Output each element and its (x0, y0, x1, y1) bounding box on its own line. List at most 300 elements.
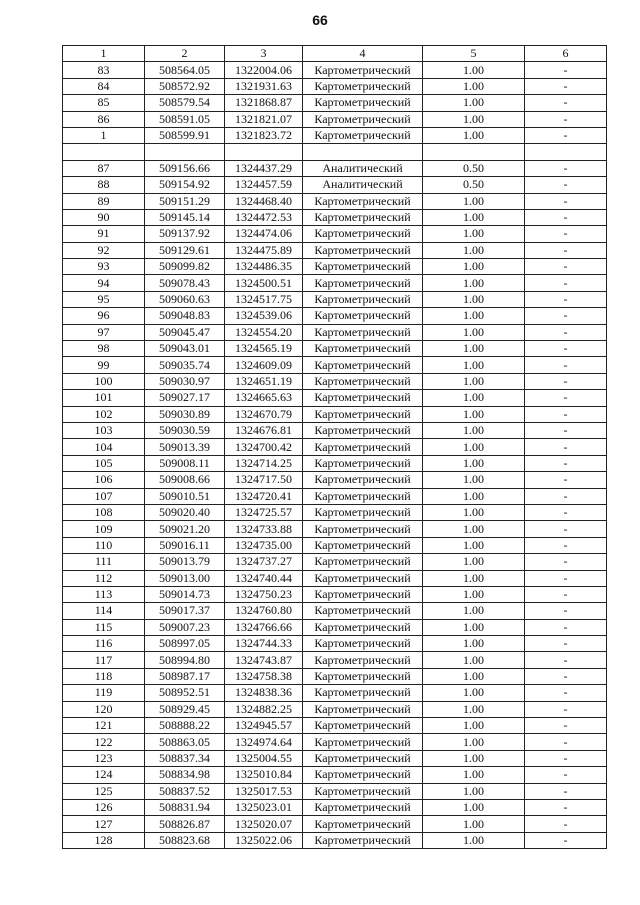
table-cell: - (525, 62, 607, 78)
table-cell: 90 (63, 209, 145, 225)
table-cell: 96 (63, 308, 145, 324)
table-cell: 1.00 (423, 701, 525, 717)
table-row (63, 242, 607, 258)
table-row (63, 832, 607, 848)
table-cell: 1324651.19 (225, 373, 303, 389)
table-row (63, 78, 607, 94)
table-cell: 508579.54 (145, 95, 225, 111)
table-cell: 0.50 (423, 160, 525, 176)
table-cell: Картометрический (303, 603, 423, 619)
table-cell: 509027.17 (145, 390, 225, 406)
table-cell: 123 (63, 750, 145, 766)
table-cell: 109 (63, 521, 145, 537)
table-cell: 508826.87 (145, 816, 225, 832)
table-cell: 509145.14 (145, 209, 225, 225)
table-cell: Картометрический (303, 816, 423, 832)
table-cell: 508564.05 (145, 62, 225, 78)
table-cell: 105 (63, 455, 145, 471)
table-cell: 1324717.50 (225, 472, 303, 488)
table-cell: 1324472.53 (225, 209, 303, 225)
table-row (63, 586, 607, 602)
table-cell: 508599.91 (145, 127, 225, 143)
table-cell: Картометрический (303, 504, 423, 520)
table-cell: - (525, 439, 607, 455)
table-cell: 1324743.87 (225, 652, 303, 668)
table-cell: 1.00 (423, 668, 525, 684)
table-cell: 1.00 (423, 78, 525, 94)
table-cell: 1.00 (423, 422, 525, 438)
table-cell: 1324737.27 (225, 554, 303, 570)
table-cell: 508987.17 (145, 668, 225, 684)
table-cell: 1.00 (423, 718, 525, 734)
table-cell: 113 (63, 586, 145, 602)
table-cell: 508837.52 (145, 783, 225, 799)
table-cell: 1324700.42 (225, 439, 303, 455)
table-cell: Картометрический (303, 521, 423, 537)
table-cell: 107 (63, 488, 145, 504)
table-cell: 508888.22 (145, 718, 225, 734)
table-cell: Картометрический (303, 259, 423, 275)
table-cell: 1.00 (423, 554, 525, 570)
table-cell: 1 (63, 127, 145, 143)
table-cell (303, 144, 423, 160)
table-cell: Картометрический (303, 488, 423, 504)
table-cell: - (525, 685, 607, 701)
table-row (63, 537, 607, 553)
table-cell: Картометрический (303, 341, 423, 357)
table-cell: - (525, 193, 607, 209)
table-cell: - (525, 554, 607, 570)
table-cell: 1324838.36 (225, 685, 303, 701)
table-cell: 91 (63, 226, 145, 242)
table-cell: 114 (63, 603, 145, 619)
column-header: 3 (225, 46, 303, 62)
table-cell: 92 (63, 242, 145, 258)
table-cell: 1324760.80 (225, 603, 303, 619)
table-cell: 1324474.06 (225, 226, 303, 242)
table-cell: 1.00 (423, 767, 525, 783)
table-row (63, 603, 607, 619)
table-cell: - (525, 586, 607, 602)
table-cell: Картометрический (303, 619, 423, 635)
table-cell: - (525, 373, 607, 389)
table-cell: - (525, 357, 607, 373)
table-cell: 509013.79 (145, 554, 225, 570)
table-cell: 508994.80 (145, 652, 225, 668)
table-cell: 508929.45 (145, 701, 225, 717)
table-row (63, 422, 607, 438)
table-cell (225, 144, 303, 160)
table-cell: Картометрический (303, 95, 423, 111)
table-cell: - (525, 816, 607, 832)
table-cell: Картометрический (303, 734, 423, 750)
table-row (63, 357, 607, 373)
table-cell: Картометрический (303, 390, 423, 406)
table-cell: 1325010.84 (225, 767, 303, 783)
table-cell: 1.00 (423, 799, 525, 815)
table-cell: 1324609.09 (225, 357, 303, 373)
table-cell: 1324500.51 (225, 275, 303, 291)
table-cell: 98 (63, 341, 145, 357)
table-cell: 1.00 (423, 390, 525, 406)
table-cell: - (525, 652, 607, 668)
table-row (63, 652, 607, 668)
table-cell: 1.00 (423, 652, 525, 668)
table-cell: 89 (63, 193, 145, 209)
table-cell: 122 (63, 734, 145, 750)
table-cell: 509030.97 (145, 373, 225, 389)
table-cell: Картометрический (303, 62, 423, 78)
table-cell: - (525, 619, 607, 635)
table-cell: 87 (63, 160, 145, 176)
table-cell: - (525, 209, 607, 225)
table-cell: 1324670.79 (225, 406, 303, 422)
table-cell: 509013.39 (145, 439, 225, 455)
table-cell: 117 (63, 652, 145, 668)
column-header: 6 (525, 46, 607, 62)
table-cell: 508997.05 (145, 636, 225, 652)
table-cell: 1324714.25 (225, 455, 303, 471)
table-cell: 508572.92 (145, 78, 225, 94)
table-row (63, 799, 607, 815)
table-row (63, 209, 607, 225)
table-row (63, 750, 607, 766)
table-cell: Картометрический (303, 127, 423, 143)
table-cell: - (525, 636, 607, 652)
table-cell: - (525, 455, 607, 471)
table-row (63, 554, 607, 570)
table-cell: Картометрический (303, 455, 423, 471)
table-cell: Картометрический (303, 324, 423, 340)
table-cell: Картометрический (303, 570, 423, 586)
table-cell: Картометрический (303, 586, 423, 602)
table-cell: 1.00 (423, 603, 525, 619)
table-row (63, 275, 607, 291)
table-cell: 1324720.41 (225, 488, 303, 504)
table-cell: 100 (63, 373, 145, 389)
table-cell: Картометрический (303, 406, 423, 422)
table-cell: 509043.01 (145, 341, 225, 357)
table-row (63, 177, 607, 193)
table-cell: - (525, 750, 607, 766)
table-cell: 509129.61 (145, 242, 225, 258)
table-cell: Аналитический (303, 160, 423, 176)
table-body (63, 62, 607, 849)
table-row (63, 324, 607, 340)
table-cell: Картометрический (303, 554, 423, 570)
table-cell: 508834.98 (145, 767, 225, 783)
table-cell: 1.00 (423, 308, 525, 324)
table-cell: 1324475.89 (225, 242, 303, 258)
column-header: 1 (63, 46, 145, 62)
table-cell: 509156.66 (145, 160, 225, 176)
table-cell: Картометрический (303, 439, 423, 455)
table-cell: 127 (63, 816, 145, 832)
table-cell: - (525, 160, 607, 176)
table-cell: Картометрический (303, 783, 423, 799)
table-cell: 124 (63, 767, 145, 783)
table-row (63, 144, 607, 160)
table-cell: Картометрический (303, 373, 423, 389)
table-cell: 128 (63, 832, 145, 848)
table-cell: - (525, 504, 607, 520)
table-row (63, 488, 607, 504)
table-cell: 509008.66 (145, 472, 225, 488)
table-cell: Картометрический (303, 799, 423, 815)
table-cell: 509020.40 (145, 504, 225, 520)
table-cell: 509045.47 (145, 324, 225, 340)
table-cell: - (525, 406, 607, 422)
table-cell: Картометрический (303, 357, 423, 373)
table-row (63, 193, 607, 209)
table-cell: 1.00 (423, 636, 525, 652)
table-cell: 509010.51 (145, 488, 225, 504)
table-cell: - (525, 78, 607, 94)
table-cell: 1.00 (423, 242, 525, 258)
table-cell: 1.00 (423, 537, 525, 553)
table-cell: Картометрический (303, 111, 423, 127)
table-cell: 119 (63, 685, 145, 701)
table-cell: 509030.89 (145, 406, 225, 422)
table-cell: 1324565.19 (225, 341, 303, 357)
table-cell: - (525, 488, 607, 504)
table-cell: 508863.05 (145, 734, 225, 750)
table-cell: 103 (63, 422, 145, 438)
table-cell: 102 (63, 406, 145, 422)
table-cell: 88 (63, 177, 145, 193)
table-cell: Картометрический (303, 193, 423, 209)
table-row (63, 406, 607, 422)
table-row (63, 455, 607, 471)
table-cell: 1324740.44 (225, 570, 303, 586)
table-cell: 1.00 (423, 111, 525, 127)
table-cell: 1.00 (423, 62, 525, 78)
table-cell: - (525, 291, 607, 307)
table-cell: - (525, 259, 607, 275)
table-cell: 1.00 (423, 619, 525, 635)
table-cell: 1.00 (423, 341, 525, 357)
table-cell: 509048.83 (145, 308, 225, 324)
table-row (63, 127, 607, 143)
table-cell: 1324750.23 (225, 586, 303, 602)
table-cell: 0.50 (423, 177, 525, 193)
table-cell: Аналитический (303, 177, 423, 193)
table-cell: Картометрический (303, 226, 423, 242)
table-cell: - (525, 603, 607, 619)
table-cell: 115 (63, 619, 145, 635)
table-cell: 84 (63, 78, 145, 94)
table-cell: 1324539.06 (225, 308, 303, 324)
table-cell: 1321931.63 (225, 78, 303, 94)
table-cell: 508952.51 (145, 685, 225, 701)
table-row (63, 718, 607, 734)
table-row (63, 783, 607, 799)
table-cell: 116 (63, 636, 145, 652)
table-cell: 508591.05 (145, 111, 225, 127)
table-cell: 1325020.07 (225, 816, 303, 832)
table-cell: 509078.43 (145, 275, 225, 291)
table-cell: 94 (63, 275, 145, 291)
table-row (63, 95, 607, 111)
table-cell: 1.00 (423, 521, 525, 537)
table-cell: 1.00 (423, 95, 525, 111)
table-cell: 1.00 (423, 406, 525, 422)
coordinates-table (62, 45, 607, 849)
table-cell: 1324554.20 (225, 324, 303, 340)
table-cell: - (525, 422, 607, 438)
table-cell: - (525, 799, 607, 815)
table-cell: Картометрический (303, 537, 423, 553)
table-cell: - (525, 242, 607, 258)
page-number: 66 (312, 12, 328, 28)
table-cell: 1325004.55 (225, 750, 303, 766)
table-row (63, 259, 607, 275)
table-cell: 1325017.53 (225, 783, 303, 799)
table-cell: 118 (63, 668, 145, 684)
table-cell: 509154.92 (145, 177, 225, 193)
table-cell: - (525, 832, 607, 848)
table-cell: - (525, 127, 607, 143)
table-cell: 1321821.07 (225, 111, 303, 127)
table-cell: 121 (63, 718, 145, 734)
table-cell: 509030.59 (145, 422, 225, 438)
table-cell: 99 (63, 357, 145, 373)
table-cell: - (525, 734, 607, 750)
table-cell: 1324517.75 (225, 291, 303, 307)
table-cell: 1.00 (423, 586, 525, 602)
table-cell: 1.00 (423, 373, 525, 389)
table-cell: 509060.63 (145, 291, 225, 307)
table-cell: 1.00 (423, 209, 525, 225)
table-cell: - (525, 324, 607, 340)
table-cell: 509137.92 (145, 226, 225, 242)
table-cell: 83 (63, 62, 145, 78)
table-cell: 508831.94 (145, 799, 225, 815)
table-cell: 108 (63, 504, 145, 520)
table-cell: 1324758.38 (225, 668, 303, 684)
table-cell: 120 (63, 701, 145, 717)
table-cell: - (525, 275, 607, 291)
table-cell: Картометрический (303, 685, 423, 701)
table-cell: 1.00 (423, 734, 525, 750)
table-cell: - (525, 767, 607, 783)
table-cell: Картометрический (303, 78, 423, 94)
table-cell: 1324676.81 (225, 422, 303, 438)
table-row (63, 504, 607, 520)
table-cell: Картометрический (303, 308, 423, 324)
table-cell: 509151.29 (145, 193, 225, 209)
table-cell: 1.00 (423, 357, 525, 373)
table-cell: 509016.11 (145, 537, 225, 553)
table-cell: - (525, 177, 607, 193)
table-cell: Картометрический (303, 668, 423, 684)
table-cell: 1.00 (423, 832, 525, 848)
table-cell: 508837.34 (145, 750, 225, 766)
column-header: 2 (145, 46, 225, 62)
table-row (63, 521, 607, 537)
table-row (63, 390, 607, 406)
table-cell: - (525, 341, 607, 357)
table-cell: Картометрический (303, 636, 423, 652)
table-row (63, 341, 607, 357)
table-cell: - (525, 537, 607, 553)
table-cell: 1324974.64 (225, 734, 303, 750)
table-row (63, 701, 607, 717)
table-cell: Картометрический (303, 701, 423, 717)
table-cell: - (525, 521, 607, 537)
table-cell: 110 (63, 537, 145, 553)
table-cell: 509099.82 (145, 259, 225, 275)
table-row (63, 373, 607, 389)
table-cell (145, 144, 225, 160)
table-cell: - (525, 308, 607, 324)
table-cell: 97 (63, 324, 145, 340)
table-row (63, 734, 607, 750)
table-cell: 85 (63, 95, 145, 111)
table-cell: 1324733.88 (225, 521, 303, 537)
table-cell: 1324766.66 (225, 619, 303, 635)
table-cell: Картометрический (303, 291, 423, 307)
table-cell: Картометрический (303, 767, 423, 783)
table-cell: 509008.11 (145, 455, 225, 471)
table-cell: - (525, 668, 607, 684)
table-cell (525, 144, 607, 160)
table-cell: 1324882.25 (225, 701, 303, 717)
table-cell: - (525, 701, 607, 717)
table-row (63, 62, 607, 78)
column-header: 5 (423, 46, 525, 62)
table-cell: 509013.00 (145, 570, 225, 586)
table-cell: 1322004.06 (225, 62, 303, 78)
table-cell: 86 (63, 111, 145, 127)
table-cell: Картометрический (303, 750, 423, 766)
table-cell: - (525, 226, 607, 242)
table-cell: 1.00 (423, 504, 525, 520)
table-row (63, 668, 607, 684)
table-cell: 126 (63, 799, 145, 815)
table-cell: 112 (63, 570, 145, 586)
table-cell: 101 (63, 390, 145, 406)
table-row (63, 685, 607, 701)
table-cell: 509014.73 (145, 586, 225, 602)
column-header: 4 (303, 46, 423, 62)
table-cell: Картометрический (303, 718, 423, 734)
table-cell: Картометрический (303, 209, 423, 225)
table-cell: 111 (63, 554, 145, 570)
table-row (63, 619, 607, 635)
table-cell: 1324437.29 (225, 160, 303, 176)
table-cell: 1.00 (423, 685, 525, 701)
table-cell: 1324486.35 (225, 259, 303, 275)
table-cell: 1324468.40 (225, 193, 303, 209)
table-cell: - (525, 111, 607, 127)
table-row (63, 816, 607, 832)
table-row (63, 767, 607, 783)
table-row (63, 636, 607, 652)
table-row (63, 308, 607, 324)
table-cell: 1.00 (423, 324, 525, 340)
table-cell: 1.00 (423, 291, 525, 307)
table-cell: 1321868.87 (225, 95, 303, 111)
table-cell: 509021.20 (145, 521, 225, 537)
table-cell: 509007.23 (145, 619, 225, 635)
table-row (63, 111, 607, 127)
table-cell: - (525, 472, 607, 488)
table-cell: 95 (63, 291, 145, 307)
table-cell (423, 144, 525, 160)
table-cell: 1.00 (423, 750, 525, 766)
table-cell: 1.00 (423, 193, 525, 209)
